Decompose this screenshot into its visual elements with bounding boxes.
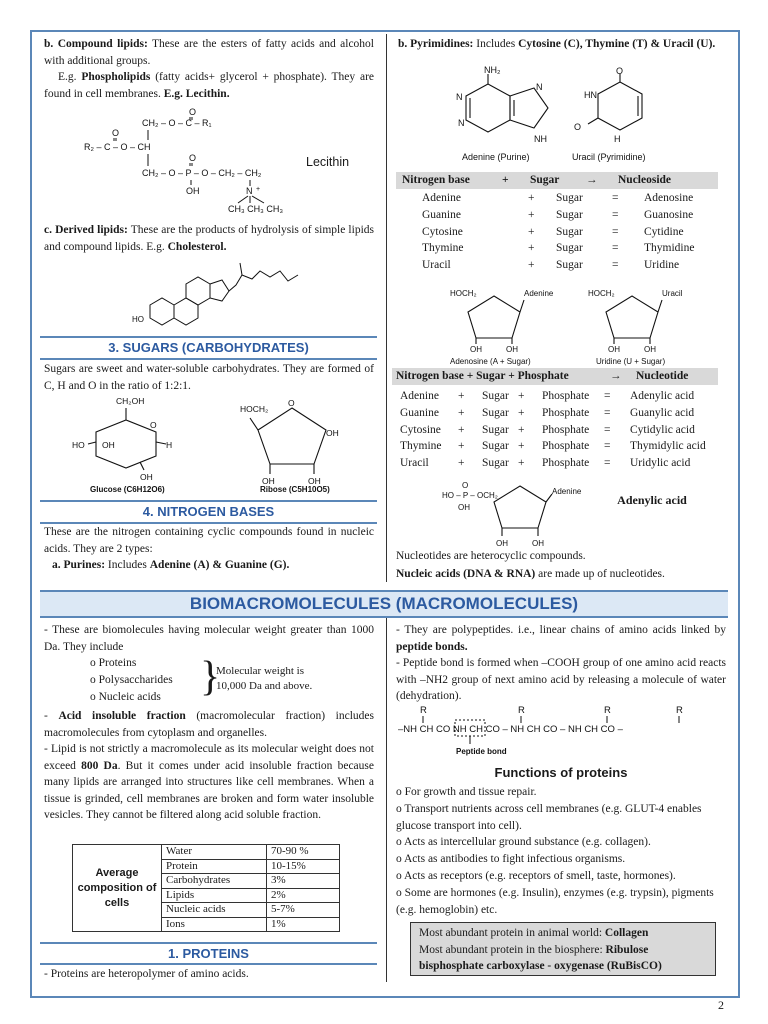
compound-lipids-paragraph: b. Compound lipids: These are the esters of fatty acids and alcohol with additional groups. E.g. Phospholipids (fatty acids+ glycerol + phosphate). They are found in cell membranes. E.g. Lecithin. [44,38,375,100]
functions-list [396,784,726,918]
svg-text:O: O [150,420,157,430]
ribose-caption: Ribose (C5H10O5) [260,485,330,494]
nucleotides-text: Nucleotides are heterocyclic compounds. [396,550,586,562]
lecithin-label: Lecithin [306,155,350,169]
macromolecule-list [90,655,173,706]
table-row: Guanine + Sugar = Guanosine [422,208,694,221]
svg-text:OH: OH [496,539,508,548]
svg-text:R: R [518,705,525,716]
svg-text:OH: OH [532,539,544,548]
cholesterol-structure [130,255,330,330]
glucose-caption: Glucose (C6H12O6) [90,485,165,494]
svg-text:CH₂ – O – P – O – CH₂ – CH₂: CH₂ – O – P – O – CH₂ – CH₂ [142,168,262,178]
svg-text:OH: OH [644,345,656,354]
derived-lipids-paragraph: c. Derived lipids: These are the products of hydrolysis of simple lipids and compound lipids. E.g. Cholesterol. [44,224,374,253]
svg-text:OH: OH [140,472,153,482]
table-row: Adenine + Sugar + Phosphate = Adenylic acid [400,390,695,402]
sugars-rule-top [40,336,377,338]
table-row: Ions 1% [73,917,340,932]
svg-text:Adenine: Adenine [524,289,554,298]
nitrogen-rule-top [40,500,377,502]
svg-text:O: O [616,66,624,76]
uridine-caption: Uridine (U + Sugar) [596,357,666,366]
svg-text:CH₂OH: CH₂OH [116,396,145,406]
page-number: 2 [718,998,724,1012]
svg-text:NH: NH [534,134,547,144]
table-row: Cytosine + Sugar + Phosphate = Cytidylic acid [400,423,695,436]
peptide-bond-paragraph: - Peptide bond is formed when –COOH group of one amino acid reacts with –NH2 group of next amino acid by releasing a molecule of water (dehydration). [396,657,726,702]
svg-text:HOCH₂: HOCH₂ [450,289,477,298]
svg-text:O: O [574,122,582,132]
peptide-bond-caption: Peptide bond [456,747,507,756]
table-row: Nucleic acids 5-7% [73,903,340,918]
composition-title: Average composition of cells [73,845,162,932]
proteins-text: - Proteins are heteropolymer of amino acids. [44,968,249,980]
nucleotide-rows [400,388,720,472]
uracil-structure [570,64,680,166]
list-item: o Some are hormones (e.g. Insulin), enzymes (e.g. trypsin), pigments (e.g. hemoglobin) etc. [396,886,714,916]
svg-text:CH₃ CH₃ CH₃: CH₃ CH₃ CH₃ [228,204,283,214]
adenosine-structure [448,282,568,366]
table-row: Guanine + Sugar + Phosphate = Guanylic acid [400,406,695,419]
uracil-caption: Uracil (Pyrimidine) [572,152,646,162]
uridine-structure [586,282,706,366]
nucleoside-header: Nitrogen base + Sugar → Nucleoside [396,172,718,189]
table-row: Cytosine + Sugar = Cytidine [422,225,684,238]
svg-text:N: N [246,186,253,196]
derived-lipids-label: c. Derived lipids: [44,224,128,236]
polypeptides-paragraph: - They are polypeptides. i.e., linear chains of amino acids linked by peptide bonds. [396,624,726,653]
svg-text:HO: HO [132,315,144,324]
acid-insoluble-paragraph: - Acid insoluble fraction (macromolecular fraction) includes macromolecules from cytoplasm and organelles. [44,710,374,739]
adenylic-acid-label: Adenylic acid [617,493,687,507]
nucleotide-header: Nitrogen base + Sugar + Phosphate → Nucleotide [392,368,718,385]
svg-text:OH: OH [470,345,482,354]
adenine-caption: Adenine (Purine) [462,152,530,162]
svg-text:H: H [166,440,173,450]
svg-text:OH: OH [608,345,620,354]
column-divider-top [386,34,387,582]
nucleic-acids-text: Nucleic acids (DNA & RNA) are made up of nucleotides. [396,568,665,580]
svg-text:R₂ – C – O – CH: R₂ – C – O – CH [84,142,151,152]
list-item: o Acts as antibodies to fight infectious organisms. [396,853,626,866]
svg-text:HN: HN [584,90,597,100]
glucose-structure [70,394,190,494]
lipid-paragraph: - Lipid is not strictly a macromolecule as its molecular weight does not exceed 800 Da. But it comes under acid insoluble fraction because many lipids are arranged into structures like cell membranes. When a tissue is grinded, cell membranes are broken and form water insoluble vesicles. They cannot be filtered along acid soluble fraction. [44,743,374,821]
list-item: o Acts as receptors (e.g. receptors of smell, taste, hormones). [396,869,676,882]
sugars-heading: 3. SUGARS (CARBOHYDRATES) [108,340,309,355]
list-item: o Acts as intercellular ground substance (e.g. collagen). [396,836,651,849]
list-item: o Proteins [90,657,137,669]
table-row: Thymine + Sugar + Phosphate = Thymidylic acid [400,440,706,453]
pyrimidines-paragraph: b. Pyrimidines: Includes Cytosine (C), Thymine (T) & Uracil (U). [398,38,716,50]
svg-text:N: N [458,118,465,128]
list-item: o Polysaccharides [90,674,173,686]
svg-text:N: N [536,82,543,92]
list-brace: } [200,654,221,700]
svg-text:R: R [676,705,683,716]
nitrogen-heading: 4. NITROGEN BASES [142,504,275,519]
table-row: Average composition of cells Water 70-90 % [73,845,340,860]
svg-text:OH: OH [326,428,339,438]
table-row: Uracil + Sugar + Phosphate = Uridylic acid [400,457,691,470]
svg-text:NH₂: NH₂ [484,65,501,75]
svg-text:HO – P – OCH₂: HO – P – OCH₂ [442,491,498,500]
svg-text:R: R [604,705,611,716]
abundant-protein-box: Most abundant protein in animal world: Collagen Most abundant protein in the biosphere: Ribulose bisphosphate carboxylase - oxygenase (RuBisCO) [410,922,716,976]
sugars-text: Sugars are sweet and water-soluble carbohydrates. They are formed of C, H and O in the ratio of 1:2:1. [44,363,374,392]
table-row: Protein 10-15% [73,859,340,874]
column-divider-bottom [386,618,387,982]
svg-text:OH: OH [262,476,275,486]
svg-text:OH: OH [506,345,518,354]
table-row: Thymine + Sugar = Thymidine [422,242,695,255]
adenylic-acid-structure [440,480,600,552]
svg-text:OH: OH [186,186,200,196]
table-row: Carbohydrates 3% [73,874,340,889]
svg-text:HOCH₂: HOCH₂ [588,289,615,298]
svg-text:OH: OH [458,503,470,512]
nucleoside-rows [396,190,718,274]
list-item: o Nucleic acids [90,691,161,703]
molecular-weight-note: Molecular weight is 10,000 Da and above. [216,665,313,692]
svg-text:O: O [462,481,469,490]
nitrogen-text: These are the nitrogen containing cyclic compounds found in nucleic acids. They are 2 types: [44,526,374,555]
svg-text:R: R [420,705,427,716]
ribose-structure [236,398,356,494]
svg-text:OH: OH [308,476,321,486]
peptide-bond-diagram [398,704,728,762]
svg-text:+: + [256,186,261,193]
svg-text:O: O [112,128,120,138]
svg-text:N: N [456,92,463,102]
functions-heading: Functions of proteins [494,765,628,780]
composition-table [72,844,340,932]
table-row: Lipids 2% [73,888,340,903]
banner-title: BIOMACROMOLECULES (MACROMOLECULES) [40,590,728,618]
svg-text:OH: OH [102,440,115,450]
adenine-structure [448,64,578,166]
sugars-rule-bottom [40,358,377,360]
purines-line: a. Purines: Includes Adenine (A) & Guanine (G). [52,559,290,571]
macromolecules-intro: - These are biomolecules having molecular weight greater than 1000 Da. They include [44,624,374,653]
list-item: o Transport nutrients across cell membranes (e.g. GLUT-4 enables glucose transport into cell). [396,802,702,832]
svg-text:Adenine: Adenine [552,487,582,496]
proteins-heading: 1. PROTEINS [168,946,249,961]
svg-text:HO: HO [72,440,85,450]
svg-text:O: O [288,398,295,408]
proteins-rule-bottom [40,963,377,965]
svg-text:CH₂ – O – C – R₁: CH₂ – O – C – R₁ [142,118,212,128]
compound-lipids-label: b. Compound lipids: [44,38,148,50]
svg-text:O: O [189,108,197,117]
svg-text:HOCH₂: HOCH₂ [240,404,269,414]
svg-text:O: O [189,153,197,163]
svg-text:–NH CH CO NH CH CO – NH: –NH CH CO NH CH CO – NH CH CO – NH CH CO – [398,724,623,735]
svg-text:Uracil: Uracil [662,289,683,298]
table-row: Uracil + Sugar = Uridine [422,259,680,272]
list-item: o For growth and tissue repair. [396,786,537,798]
table-row: Adenine + Sugar = Adenosine [422,192,694,204]
proteins-rule-top [40,942,377,944]
svg-text:H: H [614,134,621,144]
lecithin-structure [82,108,302,216]
adenosine-caption: Adenosine (A + Sugar) [450,357,531,366]
